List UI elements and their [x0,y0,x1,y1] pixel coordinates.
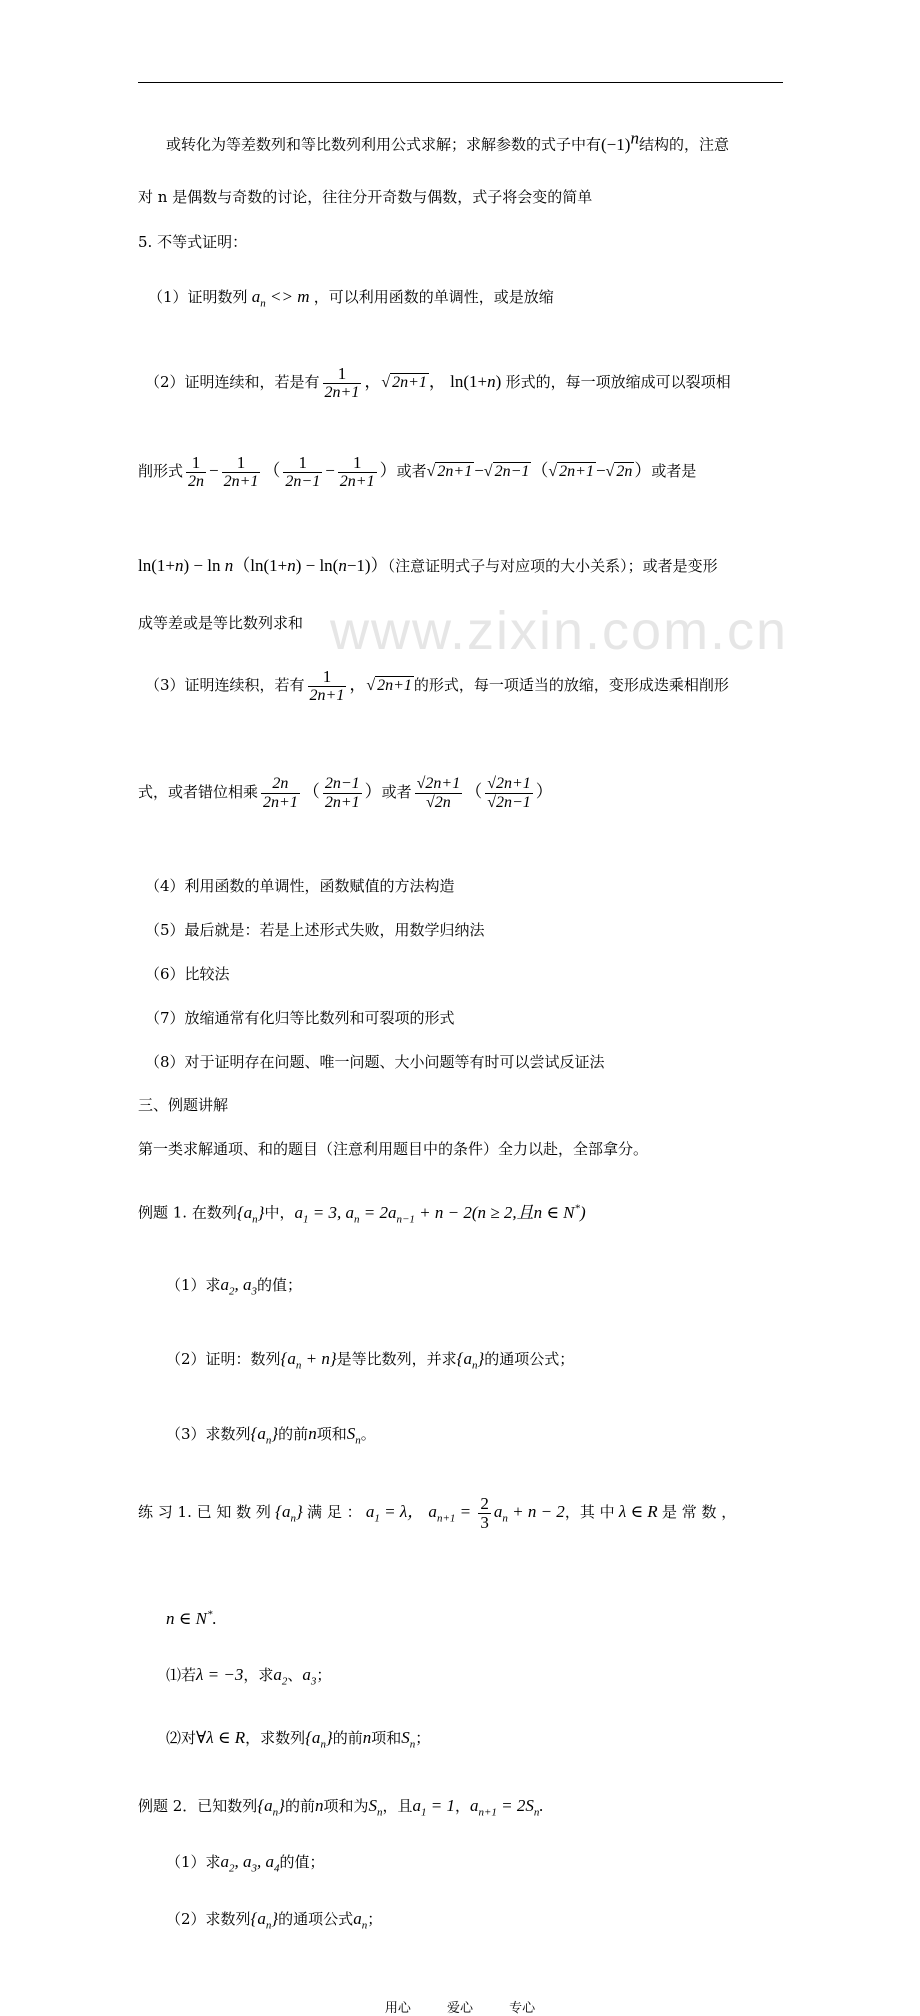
text-run: 例题 1. 在数列 [138,1203,237,1222]
footer-item: 用心 [384,2001,411,2016]
text-line: （1）求$a_2$, $a_3$, $a_4$的值； [166,1852,325,1875]
text-run: 或者 [396,462,427,481]
text-line: 例题 2．已知数列$\{a_n\}$的前n项和为$S_n$，且$a_1 = 1$，$a_{n+1} = 2S_n$. [138,1796,544,1819]
text-line: （1）求$a_2$, $a_3$的值； [166,1275,303,1298]
text-run: 项和为 [323,1797,369,1816]
text-run: 削形式 [138,462,184,481]
text-line: 例题 1. 在数列$\{a_n\}$中，$a_1 = 3$, $a_n = 2a_{n-1} + n - 2(n \ge 2$,且n ∈ N*) [138,1202,586,1226]
text-run: 或者 [381,783,412,802]
text-line: 对 n 是偶数与奇数的讨论，往往分开奇数与偶数，式子将会变的简单 [138,187,593,206]
text-line: 削形式 $\frac{1}{2n}$ − $\frac{1}{2n+1}$ （ $\frac{1}{2n-1}$ − $\frac{1}{2n+1}$ ）或者√ 2n+1 −√ 2n−1 （√ 2n+1 −√ 2n ）或者是 [138,452,697,490]
text-line: 式，或者错位相乘 $\frac{2n}{2n+1}$ （ $\frac{2n-1}{2n+1}$ ）或者 $\frac{√2n+1}{√2n}$ （ $\frac{√2n+1}{√2n-1}$ ） [138,774,553,811]
text-run: 式，或者错位相乘 [138,783,259,802]
text-run: （1）证明数列 [148,287,248,306]
text-run: 。 [360,1424,376,1443]
text-run: 是等比数列，并求 [336,1350,457,1369]
text-line: ⑴若λ = −3，求$a_2$、$a_3$； [166,1665,332,1688]
text-run: 或转化为等差数列和等比数列利用公式求解；求解参数的式子中有 [166,135,602,154]
text-line: 5. 不等式证明： [138,232,248,251]
text-run: 项和 [371,1728,402,1747]
text-run: ⑴若 [166,1666,197,1685]
text-run: 满 足 ： [307,1503,362,1522]
text-run: 项和 [316,1424,347,1443]
text-line: （2）证明：数列$\{a_n + n\}$是等比数列，并求$\{a_n\}$的通项公式； [166,1349,575,1372]
text-line: ln(1+n) − ln n（ln(1+n) − ln(n−1)）（注意证明式子与对应项的大小关系）；或者是变形 [138,556,718,576]
text-run: 的通项公式； [484,1350,575,1369]
text-line: 或转化为等差数列和等比数列利用公式求解；求解参数的式子中有$(-1)^n$结构的，注意 [166,128,729,154]
text-run: 的值； [257,1276,303,1295]
text-run: 是 常 数 ， [661,1503,737,1522]
text-line: n ∈ N*. [166,1608,217,1629]
text-run: ，且 [382,1797,413,1816]
text-run: ，可以利用函数的单调性，或是放缩 [313,287,554,306]
text-run: 练 习 1. 已 知 数 列 [138,1503,271,1522]
text-line: （2）求数列$\{a_n\}$的通项公式$a_n$； [166,1908,383,1932]
text-run: ，其 中 [564,1503,615,1522]
watermark: www.zixin.com.cn [330,601,789,661]
text-run: 的前 [284,1797,315,1816]
text-run: （1）求 [166,1853,221,1872]
text-run: 的值； [279,1853,325,1872]
text-run: 中， [264,1203,295,1222]
text-run: （1）求 [166,1276,221,1295]
text-run: 的前 [278,1424,309,1443]
text-run: 的通项公式 [278,1909,354,1928]
text-line: 成等差或是等比数列求和 [138,614,304,633]
text-line: （1）证明数列 $a_n <> m$ ，可以利用函数的单调性，或是放缩 [148,286,554,310]
text-run: ； [415,1728,431,1747]
text-run: 或者是 [651,462,697,481]
text-line: ⑵对∀λ ∈ R，求数列$\{a_n\}$的前n项和$S_n$； [166,1727,431,1751]
text-run: （2）证明连续和，若是有 [145,373,320,392]
text-run: （2）求数列 [166,1909,251,1928]
text-line: （8）对于证明存在问题、唯一问题、大小问题等有时可以尝试反证法 [145,1053,605,1072]
text-run: （3）证明连续积，若有 [145,676,305,695]
text-line: （6）比较法 [145,965,230,984]
text-run: ⑵对 [166,1728,197,1747]
page-footer [0,1997,920,2016]
footer-item: 爱心 [446,2001,473,2016]
text-line: （3）证明连续积，若有 $\frac{1}{2n+1}$ ，√ 2n+1 的形式，每一项适当的放缩，变形成迭乘相削形 [145,666,729,704]
text-line: （5）最后就是：若是上述形式失败，用数学归纳法 [145,921,485,940]
text-line: （4）利用函数的单调性，函数赋值的方法构造 [145,877,455,896]
text-run: （注意证明式子与对应项的大小关系）；或者是变形 [387,557,718,576]
text-run: ； [316,1666,332,1685]
text-run: 例题 2．已知数列 [138,1797,258,1816]
text-run: ，求数列 [245,1728,306,1747]
text-run: ； [367,1909,383,1928]
text-run: ， [454,1797,470,1816]
text-line: （3）求数列$\{a_n\}$的前n项和$S_n$。 [166,1423,376,1447]
text-line: 第一类求解通项、和的题目（注意利用题目中的条件）全力以赴，全部拿分。 [138,1140,649,1159]
text-line: （2）证明连续和，若是有 $\frac{1}{2n+1}$ ，√ 2n+1 ， ln(1+n) 形式的，每一项放缩成可以裂项相 [145,363,731,401]
text-run: 结构的，注意 [638,135,729,154]
text-run: ，求 [243,1666,274,1685]
footer-item: 专心 [509,2001,536,2016]
text-line: 练 习 1. 已 知 数 列 $\{a_n\}$ 满 足 ： $a_1 = \lambda$， $a_{n+1}$ = $\frac{2}{3}$ $a_n + n - 2$，其 中 λ ∈ R 是 常 数 ， [138,1493,737,1532]
text-run: 、 [287,1666,303,1685]
text-run: （2）证明：数列 [166,1350,281,1369]
text-line: （7）放缩通常有化归等比数列和可裂项的形式 [145,1009,455,1028]
text-run: 的形式，每一项适当的放缩，变形成迭乘相削形 [413,676,729,695]
text-line: 三、例题讲解 [138,1096,229,1115]
text-run: （3）求数列 [166,1424,251,1443]
text-run: 形式的，每一项放缩成可以裂项相 [505,373,731,392]
text-run: 的前 [332,1728,363,1747]
header-rule [138,82,783,83]
